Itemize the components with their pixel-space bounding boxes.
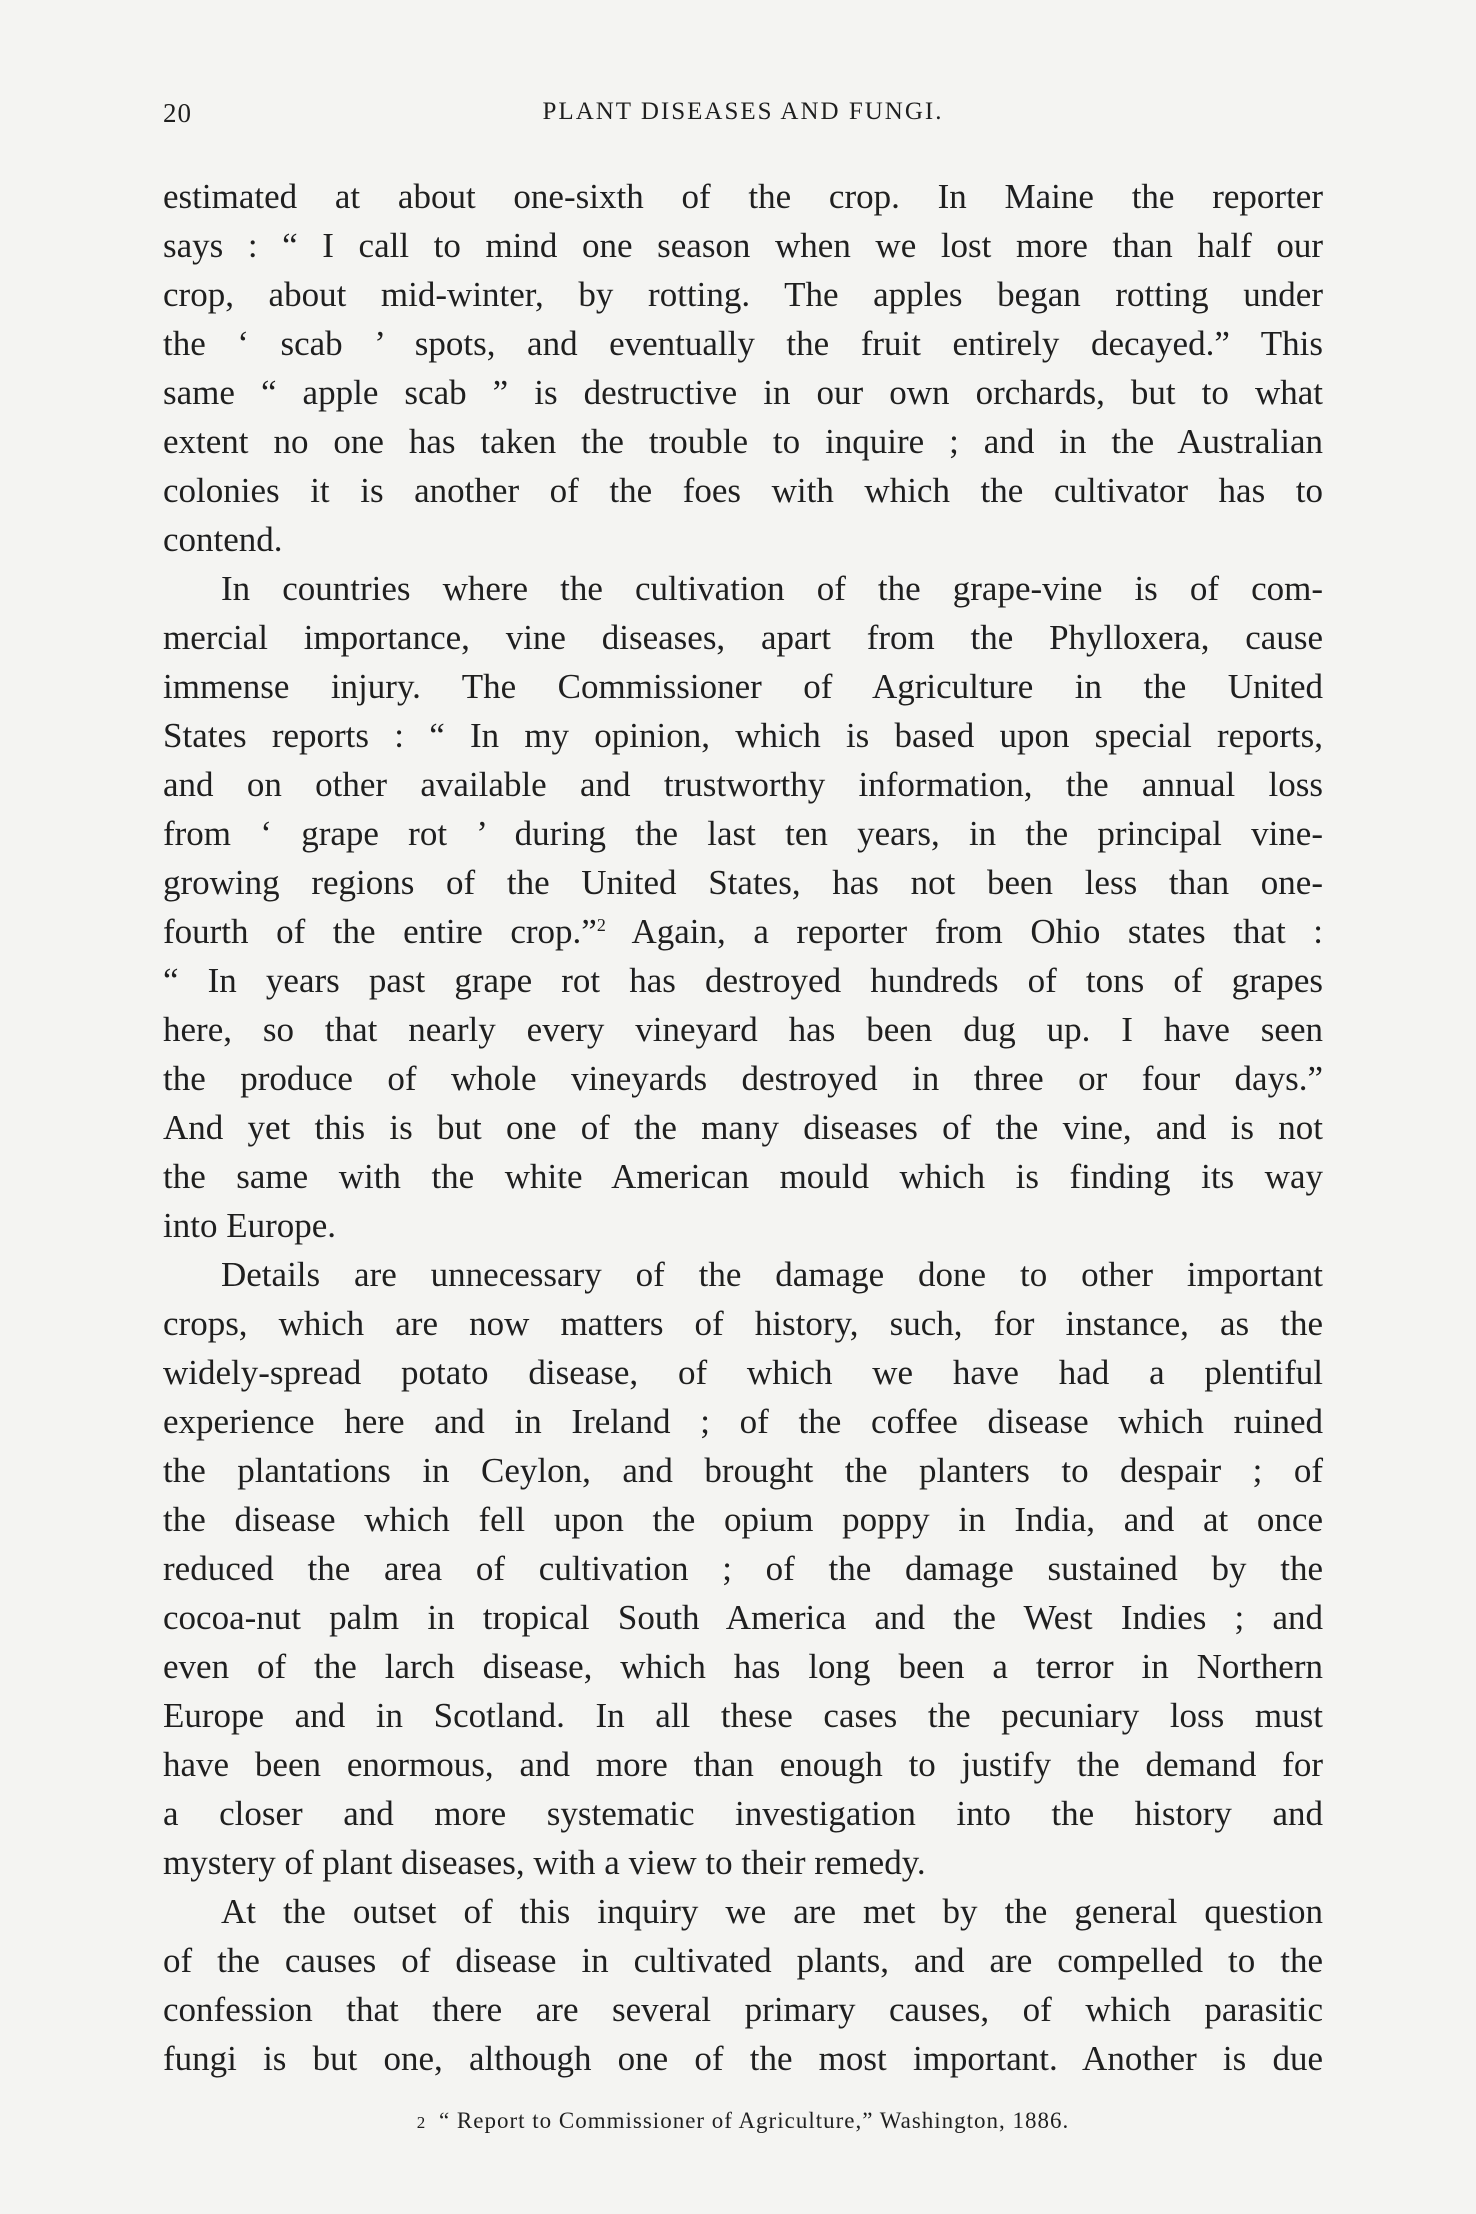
text-line: “ In years past grape rot has destroyed hundreds of tons of grapes xyxy=(163,961,1323,1000)
text-line-with-footnote xyxy=(163,907,1323,956)
text-line: crop, about mid-winter, by rotting. The apples began rotting under xyxy=(163,275,1323,314)
text-line: estimated at about one-sixth of the crop. In Maine the reporter xyxy=(163,177,1323,216)
text-line: fungi is but one, although one of the most important. Another is due xyxy=(163,2039,1323,2078)
text-line: States reports : “ In my opinion, which is based upon special reports, xyxy=(163,716,1323,755)
footnote-reference: 2 xyxy=(596,915,606,935)
text-line: the same with the white American mould which is finding its way xyxy=(163,1157,1323,1196)
text-line: Europe and in Scotland. In all these cases the pecuniary loss must xyxy=(163,1696,1323,1735)
text-line: widely-spread potato disease, of which we have had a plentiful xyxy=(163,1353,1323,1392)
text-line: and on other available and trustworthy information, the annual loss xyxy=(163,765,1323,804)
text-line: At the outset of this inquiry we are met by the general question xyxy=(221,1892,1323,1931)
text-line: says : “ I call to mind one season when we lost more than half our xyxy=(163,226,1323,265)
text-line: mercial importance, vine diseases, apart from the Phylloxera, cause xyxy=(163,618,1323,657)
text-line: same “ apple scab ” is destructive in our own orchards, but to what xyxy=(163,373,1323,412)
text-line: from ‘ grape rot ’ during the last ten years, in the principal vine- xyxy=(163,814,1323,853)
footnote xyxy=(163,2108,1323,2134)
text-line: confession that there are several primary causes, of which parasitic xyxy=(163,1990,1323,2029)
text-line: experience here and in Ireland ; of the coffee disease which ruined xyxy=(163,1402,1323,1441)
text-line: the plantations in Ceylon, and brought the planters to despair ; of xyxy=(163,1451,1323,1490)
footnote-marker: 2 xyxy=(416,2113,427,2132)
text-line: And yet this is but one of the many diseases of the vine, and is not xyxy=(163,1108,1323,1147)
running-head: PLANT DISEASES AND FUNGI. xyxy=(542,98,944,125)
text-line: In countries where the cultivation of the grape-vine is of com- xyxy=(221,569,1323,608)
footnote-text: “ Report to Commissioner of Agriculture,” Washington, 1886. xyxy=(438,2108,1070,2133)
text-line: extent no one has taken the trouble to inquire ; and in the Australian xyxy=(163,422,1323,461)
text-line: the produce of whole vineyards destroyed in three or four days.” xyxy=(163,1059,1323,1098)
page-header xyxy=(163,98,1323,138)
text-line: have been enormous, and more than enough to justify the demand for xyxy=(163,1745,1323,1784)
text-line: mystery of plant diseases, with a view to their remedy. xyxy=(163,1843,926,1882)
text-segment: fourth of the entire crop.” xyxy=(163,912,597,951)
body-text xyxy=(163,172,1323,2083)
text-line: colonies it is another of the foes with which the cultivator has to xyxy=(163,471,1323,510)
page-number: 20 xyxy=(163,98,192,128)
text-line: Details are unnecessary of the damage done to other important xyxy=(221,1255,1323,1294)
text-line: into Europe. xyxy=(163,1206,337,1245)
text-line: of the causes of disease in cultivated plants, and are compelled to the xyxy=(163,1941,1323,1980)
text-line: the ‘ scab ’ spots, and eventually the fruit entirely decayed.” This xyxy=(163,324,1323,363)
text-line: reduced the area of cultivation ; of the damage sustained by the xyxy=(163,1549,1323,1588)
text-line: here, so that nearly every vineyard has been dug up. I have seen xyxy=(163,1010,1323,1049)
text-line: crops, which are now matters of history, such, for instance, as the xyxy=(163,1304,1323,1343)
text-line: immense injury. The Commissioner of Agriculture in the United xyxy=(163,667,1323,706)
text-line: growing regions of the United States, has not been less than one- xyxy=(163,863,1323,902)
text-line: contend. xyxy=(163,520,283,559)
text-line: a closer and more systematic investigation into the history and xyxy=(163,1794,1323,1833)
text-line: cocoa-nut palm in tropical South America and the West Indies ; and xyxy=(163,1598,1323,1637)
text-segment: Again, a reporter from Ohio states that : xyxy=(605,912,1323,951)
text-line: the disease which fell upon the opium poppy in India, and at once xyxy=(163,1500,1323,1539)
text-line: even of the larch disease, which has long been a terror in Northern xyxy=(163,1647,1323,1686)
